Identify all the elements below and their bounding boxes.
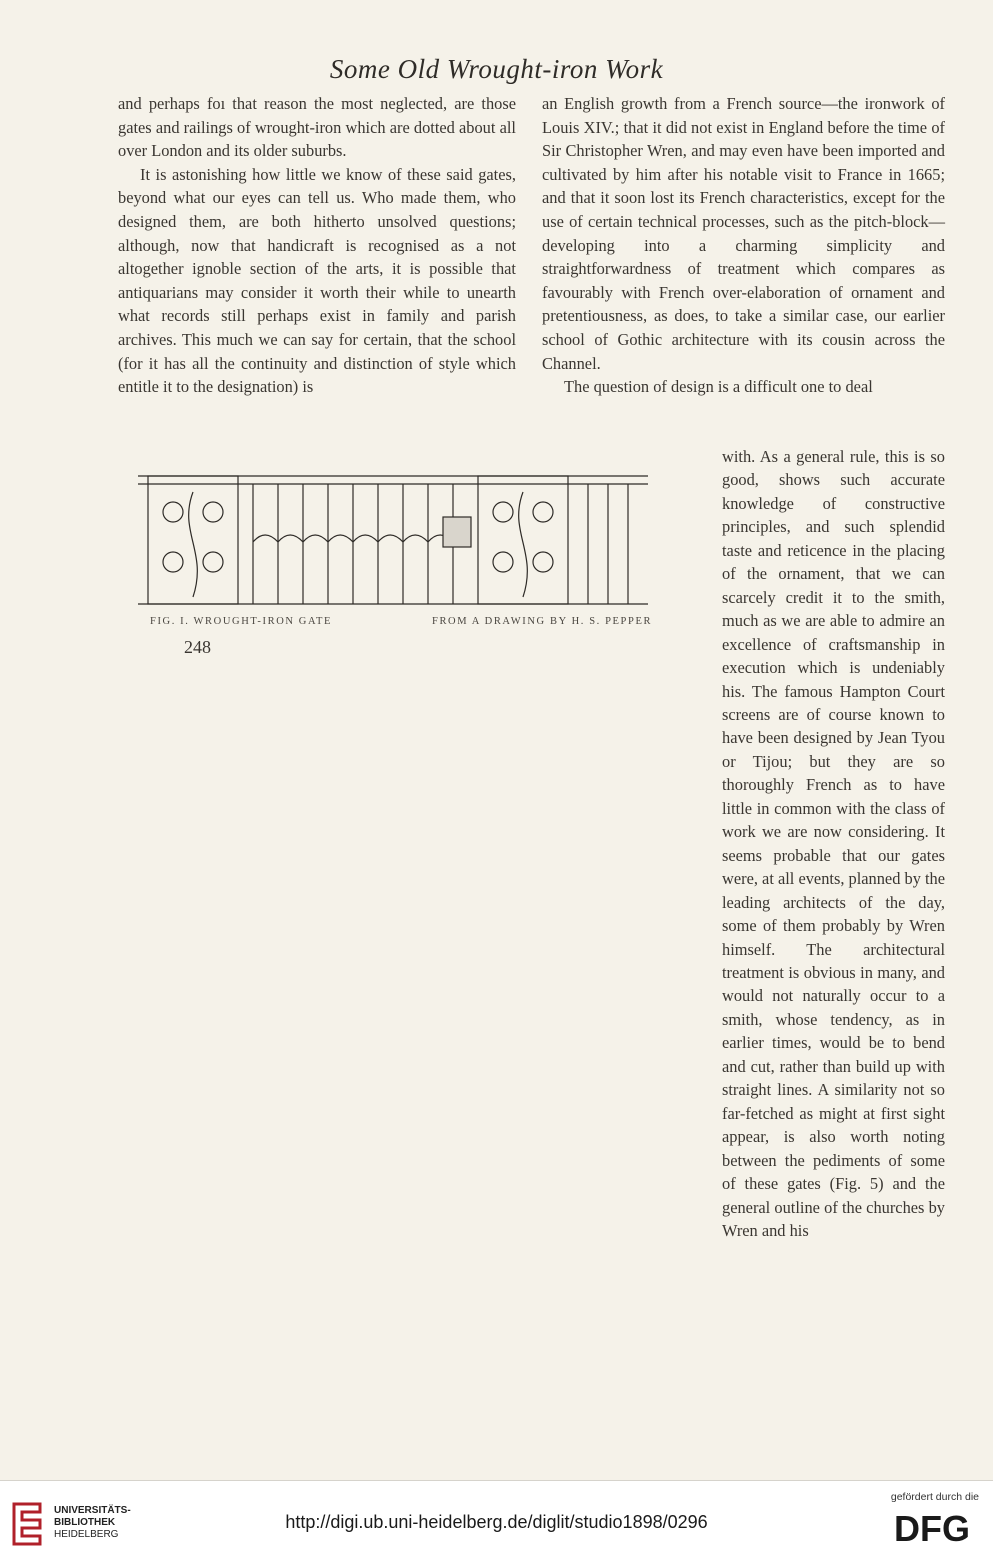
library-line-3: HEIDELBERG bbox=[54, 1529, 119, 1540]
dfg-logo-icon bbox=[885, 1507, 979, 1549]
left-column bbox=[118, 92, 516, 399]
footer-bar bbox=[0, 1480, 993, 1562]
funded-by-label: gefördert durch die bbox=[890, 1491, 979, 1503]
source-url-link[interactable]: http://digi.ub.uni-heidelberg.de/diglit/studio1898/0296 bbox=[285, 1512, 708, 1532]
library-line-1: UNIVERSITÄTS- bbox=[54, 1505, 131, 1516]
gate-drawing bbox=[138, 472, 700, 610]
figure-caption-credit: FROM A DRAWING BY H. S. PEPPER bbox=[432, 616, 653, 627]
left-paragraph-1: and perhaps foı that reason the most neglected, are those gates and railings of wrought-iron which are dotted about all over London and its older suburbs. bbox=[118, 94, 516, 161]
running-title: Some Old Wrought-iron Work bbox=[329, 54, 664, 84]
right-paragraph-1: an English growth from a French source—the ironwork of Louis XIV.; that it did not exist in England before the time of Sir Christopher Wren, and may even have been imported and cultivated by him after his notable visit to France in 1665; and that it soon lost its French characteristics, except for the use of certain technical processes, such as the pitch-block—developing into a charming simplicity and straightforwardness of treatment which compares as favourably with French over-elaboration of ornament and pretentiousness, as does, to take a similar case, our earlier school of Gothic architecture with its cousin across the Channel. bbox=[542, 94, 945, 373]
dfg-logo-text: DFG bbox=[894, 1508, 970, 1549]
right-narrow-paragraph: with. As a general rule, this is so good, shows such accurate knowledge of constructive principles, and such splendid taste and reticence in the placing of the ornament, that we can scarcely credit it to the smith, much as we are able to admire an excellence of craftsmanship in execution which is undeniably his. The famous Hampton Court screens are of course known to have been designed by Jean Tyou or Tijou; but they are so thoroughly French as to have little in common with the class of work we are now considering. It seems probable that our gates were, at all events, planned by the leading architects of the day, some of them probably by Wren himself. The architectural treatment is obvious in many, and would not naturally occur to a smith, whose tendency, as in earlier times, would be to bend and cut, rather than build up with straight lines. A similarity not so far-fetched as might at first sight appear, is also worth noting between the pediments of some of these gates (Fig. 5) and the general outline of the churches by Wren and his bbox=[722, 447, 946, 1240]
right-narrow-column bbox=[722, 445, 945, 1242]
page-number: 248 bbox=[184, 637, 211, 657]
right-paragraph-2: The question of design is a difficult one to deal bbox=[564, 377, 873, 397]
library-line-2: BIBLIOTHEK bbox=[54, 1517, 116, 1528]
gate-illustration bbox=[138, 472, 700, 610]
figure-caption-title: FIG. I. WROUGHT-IRON GATE bbox=[150, 616, 333, 627]
left-paragraph-2: It is astonishing how little we know of these said gates, beyond what our eyes can tell us. Who made them, who designed them, are both hitherto unsolved questions; although, now that handicraft is recognised as a not altogether ignoble section of the arts, it is possible that antiquarians may consider it worth their while to unearth what records still perhaps exist in family and parish archives. This much we can say for certain, that the school (for it has all the continuity and distinction of style which entitle it to the designation) is bbox=[118, 164, 516, 397]
right-column bbox=[542, 92, 945, 399]
